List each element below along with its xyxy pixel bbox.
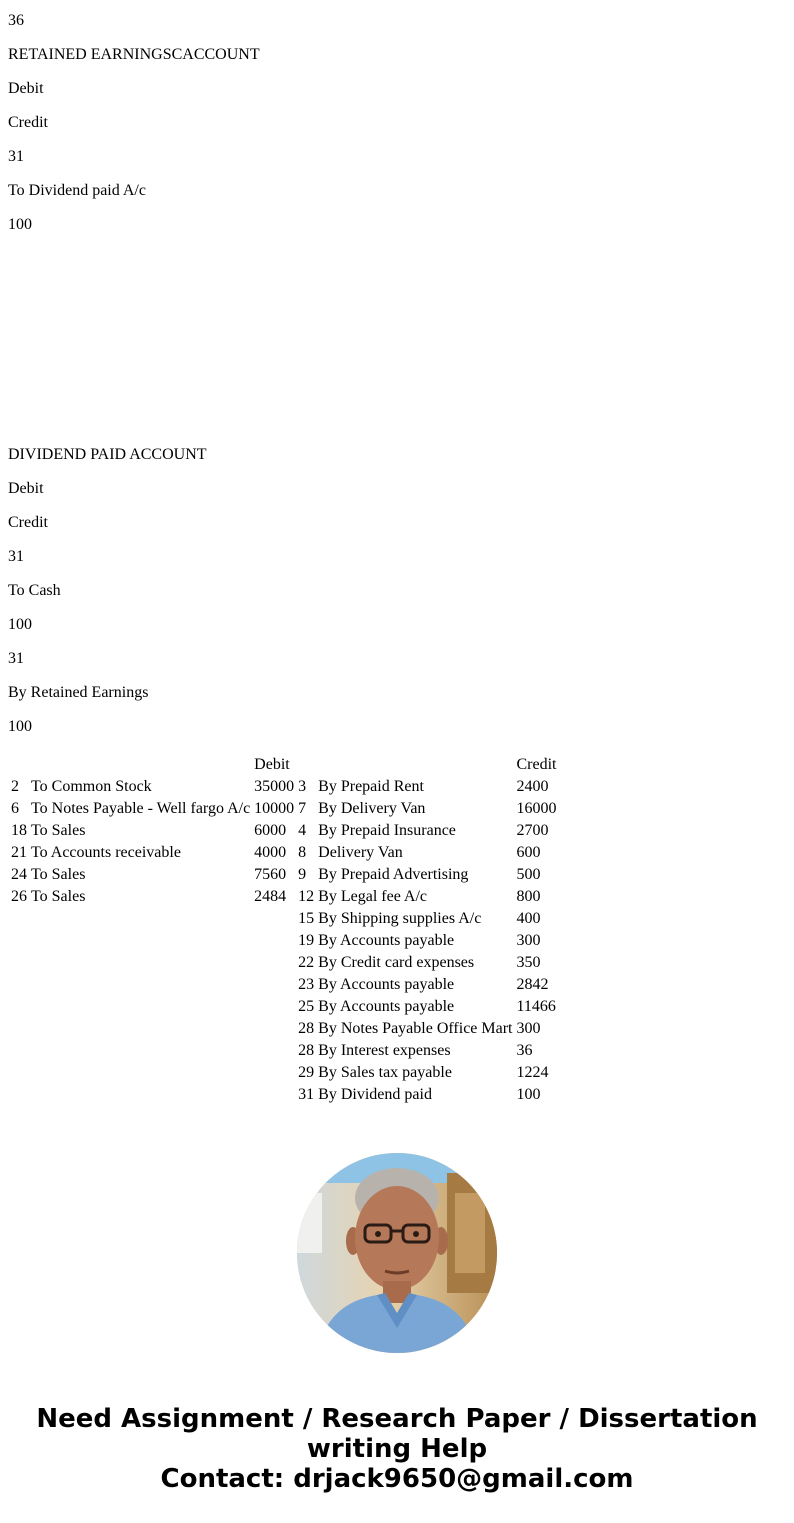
table-row [10, 975, 558, 995]
debit-description: To Common Stock [31, 778, 152, 795]
table-row [10, 1063, 558, 1083]
table-row [10, 1019, 558, 1039]
debit-date [10, 1019, 28, 1039]
table-row [10, 997, 558, 1017]
debit-description [30, 1041, 251, 1061]
credit-date: 7 [298, 800, 307, 817]
credit-description: By Prepaid Advertising [318, 866, 469, 883]
dividend-paid-debit-date: 31 [8, 548, 24, 565]
promo-line-1: Need Assignment / Research Paper / Dissertation [36, 1404, 758, 1434]
cash-account-rows [10, 777, 558, 1105]
dividend-paid-title: DIVIDEND PAID ACCOUNT [8, 446, 207, 463]
debit-description [30, 931, 251, 951]
credit-description: By Sales tax payable [318, 1064, 452, 1081]
credit-date: 8 [298, 844, 307, 861]
debit-amount: 7560 [254, 866, 287, 883]
debit-description: To Sales [31, 888, 86, 905]
table-row [10, 1041, 558, 1061]
credit-amount: 1224 [516, 1064, 549, 1081]
debit-amount: 4000 [254, 844, 287, 861]
credit-description: By Delivery Van [318, 800, 426, 817]
debit-amount [253, 975, 295, 995]
table-row [10, 909, 558, 929]
retained-earnings-credit-label: Credit [8, 114, 48, 131]
dividend-paid-debit-amount: 100 [8, 616, 32, 633]
table-row [10, 953, 558, 973]
credit-date: 23 [298, 976, 315, 993]
credit-amount: 16000 [516, 800, 557, 817]
table-header-row [10, 755, 558, 775]
debit-date [10, 931, 28, 951]
debit-description [30, 1019, 251, 1039]
credit-amount: 300 [516, 932, 541, 949]
table-row [10, 821, 558, 841]
debit-amount [253, 1063, 295, 1083]
debit-date [10, 1085, 28, 1105]
credit-description: Delivery Van [318, 844, 403, 861]
promo-footer [0, 1404, 794, 1494]
debit-amount: 2484 [254, 888, 287, 905]
debit-date: 18 [11, 822, 27, 839]
debit-date [10, 975, 28, 995]
debit-amount [253, 1041, 295, 1061]
credit-description: By Shipping supplies A/c [318, 910, 482, 927]
credit-description: By Accounts payable [318, 932, 455, 949]
dividend-paid-credit-label: Credit [8, 514, 48, 531]
credit-date: 28 [298, 1042, 315, 1059]
credit-date: 25 [298, 998, 315, 1015]
table-row [10, 865, 558, 885]
credit-amount: 11466 [516, 998, 556, 1015]
credit-description: By Interest expenses [318, 1042, 451, 1059]
debit-date: 6 [11, 800, 19, 817]
retained-earnings-title: RETAINED EARNINGSCACCOUNT [8, 46, 260, 63]
author-portrait-image [297, 1153, 497, 1353]
debit-date: 24 [11, 866, 27, 883]
debit-amount [253, 1019, 295, 1039]
debit-description: To Sales [31, 822, 86, 839]
credit-amount: 500 [516, 866, 541, 883]
debit-amount [253, 1085, 295, 1105]
debit-amount: 35000 [254, 778, 295, 795]
debit-date [10, 997, 28, 1017]
debit-amount [253, 931, 295, 951]
retained-earnings-top-amount: 36 [8, 12, 24, 29]
debit-date: 21 [11, 844, 27, 861]
author-avatar [297, 1153, 497, 1353]
dividend-paid-debit-label: Debit [8, 480, 44, 497]
credit-date: 29 [298, 1064, 315, 1081]
debit-description: To Notes Payable - Well fargo A/c [31, 800, 251, 817]
dividend-paid-credit-date: 31 [8, 650, 24, 667]
credit-description: By Credit card expenses [318, 954, 475, 971]
table-row [10, 777, 558, 797]
retained-earnings-entry: To Dividend paid A/c [8, 182, 146, 199]
debit-date [10, 953, 28, 973]
credit-amount: 300 [516, 1020, 541, 1037]
table-row [10, 1085, 558, 1105]
credit-date: 3 [298, 778, 307, 795]
dividend-paid-credit-entry: By Retained Earnings [8, 684, 149, 701]
debit-description [30, 909, 251, 929]
promo-line-2: writing Help [306, 1434, 488, 1464]
debit-amount: 10000 [254, 800, 295, 817]
debit-description: To Sales [31, 866, 86, 883]
debit-date [10, 909, 28, 929]
table-row [10, 887, 558, 907]
debit-date: 26 [11, 888, 27, 905]
table-row [10, 931, 558, 951]
credit-description: By Accounts payable [318, 998, 455, 1015]
debit-amount [253, 953, 295, 973]
debit-description: To Accounts receivable [31, 844, 181, 861]
credit-date: 9 [298, 866, 307, 883]
credit-date: 31 [298, 1086, 315, 1103]
credit-description: By Notes Payable Office Mart [318, 1020, 513, 1037]
table-row [10, 799, 558, 819]
debit-date [10, 1063, 28, 1083]
debit-description [30, 1063, 251, 1083]
table-row [10, 843, 558, 863]
credit-date: 15 [298, 910, 315, 927]
credit-amount: 2400 [516, 778, 549, 795]
credit-description: By Accounts payable [318, 976, 455, 993]
debit-description [30, 975, 251, 995]
retained-earnings-amount: 100 [8, 216, 32, 233]
dividend-paid-credit-amount: 100 [8, 718, 32, 735]
debit-description [30, 953, 251, 973]
debit-date [10, 1041, 28, 1061]
credit-date: 28 [298, 1020, 315, 1037]
promo-contact: Contact: drjack9650@gmail.com [160, 1464, 634, 1494]
credit-description: By Dividend paid [318, 1086, 432, 1103]
retained-earnings-date: 31 [8, 148, 24, 165]
credit-amount: 2842 [516, 976, 549, 993]
credit-amount: 400 [516, 910, 541, 927]
credit-header: Credit [516, 756, 557, 773]
credit-amount: 800 [516, 888, 541, 905]
debit-amount [253, 909, 295, 929]
credit-date: 22 [298, 954, 315, 971]
debit-header: Debit [254, 756, 290, 773]
debit-amount: 6000 [254, 822, 287, 839]
debit-description [30, 997, 251, 1017]
cash-account-table [8, 753, 560, 1107]
credit-description: By Legal fee A/c [318, 888, 428, 905]
retained-earnings-debit-label: Debit [8, 80, 44, 97]
dividend-paid-debit-entry: To Cash [8, 582, 61, 599]
credit-amount: 350 [516, 954, 541, 971]
debit-amount [253, 997, 295, 1017]
debit-description [30, 1085, 251, 1105]
credit-amount: 2700 [516, 822, 549, 839]
credit-date: 4 [298, 822, 307, 839]
credit-date: 12 [298, 888, 315, 905]
credit-date: 19 [298, 932, 315, 949]
credit-amount: 100 [516, 1086, 541, 1103]
debit-date: 2 [11, 778, 19, 795]
credit-amount: 600 [516, 844, 541, 861]
credit-amount: 36 [516, 1042, 533, 1059]
credit-description: By Prepaid Insurance [318, 822, 456, 839]
credit-description: By Prepaid Rent [318, 778, 424, 795]
